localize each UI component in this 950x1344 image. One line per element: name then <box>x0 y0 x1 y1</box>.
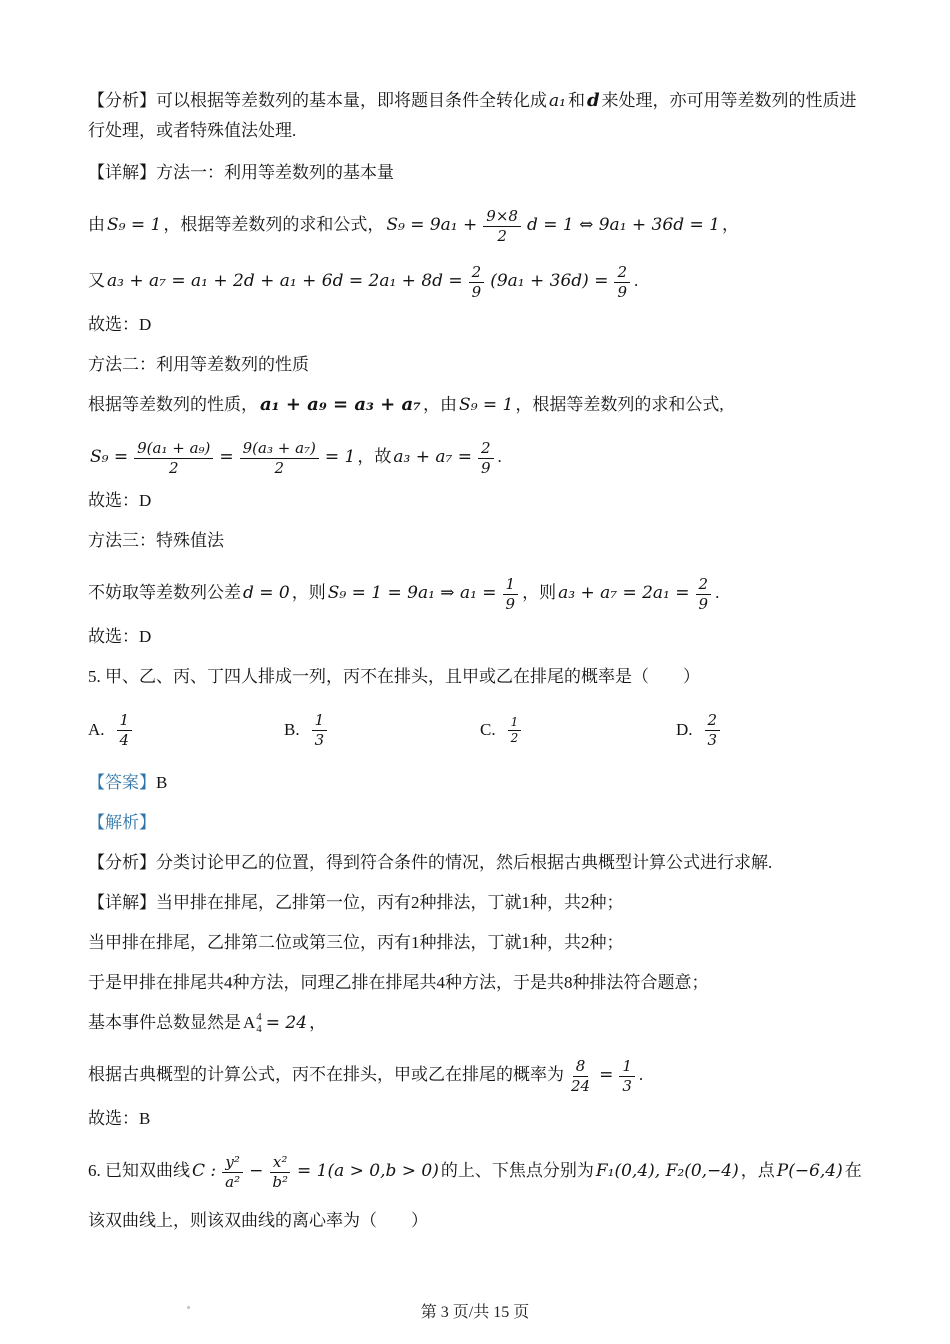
analysis-section-label <box>88 810 866 836</box>
fraction-denominator: 2 <box>168 458 179 477</box>
answer-choice-line <box>88 488 866 514</box>
fraction-denominator: 24 <box>571 1076 591 1095</box>
option-label: A. <box>88 720 105 739</box>
fraction-numerator: 2 <box>614 263 630 283</box>
fraction-2-9 <box>614 263 630 302</box>
text: ， <box>721 215 739 234</box>
analysis-label: 【分析】 <box>88 853 156 872</box>
text: 不妨取等差数列公差 <box>88 583 241 602</box>
fraction-numerator: x² <box>270 1153 290 1173</box>
option-c <box>480 715 676 746</box>
answer-choice-line <box>88 624 866 650</box>
fraction-denominator: 9 <box>617 282 628 301</box>
analysis-text: 来处理，亦可用等差数列的性质进行处理，或者特殊值法处理. <box>88 91 857 140</box>
math-property-bold: a₁ + a₉ = a₃ + a₇ <box>260 394 422 415</box>
text: ，则 <box>522 583 557 602</box>
question-5-stem <box>88 664 866 690</box>
question-6-stem <box>88 1146 866 1246</box>
formula-line-probability <box>88 1050 866 1100</box>
detail-text: 当甲排在排尾，乙排第一位，丙有2种排法，丁就1种，共2种； <box>156 893 624 912</box>
method2-title: 方法二：利用等差数列的性质 <box>88 355 309 374</box>
chosen-answer: 故选：B <box>88 1109 151 1128</box>
fraction-2-9 <box>469 263 485 302</box>
fraction-denominator: 9 <box>505 594 516 613</box>
analysis-paragraph-q4 <box>88 86 866 146</box>
answer-line-q5 <box>88 770 866 796</box>
detail-line-2 <box>88 930 866 956</box>
chosen-answer: 故选：D <box>88 627 152 646</box>
permutation-base: A <box>243 1013 256 1032</box>
text: . <box>638 1065 644 1084</box>
analysis-paragraph-q5 <box>88 850 866 876</box>
math-eq-24: = 24 <box>265 1013 308 1033</box>
math-equivalence: d = 1 ⇔ 9a₁ + 36d = 1 <box>526 215 720 235</box>
formula-line-permutation <box>88 1010 866 1036</box>
answer-choice-line <box>88 312 866 338</box>
fraction-2-9 <box>696 575 712 614</box>
question-text: 5. 甲、乙、丙、丁四人排成一列，丙不在排头，且甲或乙在排尾的概率是（ ） <box>88 667 700 686</box>
text: ，故 <box>357 447 392 466</box>
text: 又 <box>88 271 105 290</box>
math-s9-eq-1: S₉ = 1 <box>459 395 514 415</box>
math-eq-1: = 1 <box>324 447 356 467</box>
fraction-numerator: 2 <box>696 575 712 595</box>
property-line <box>88 392 866 418</box>
permutation-subscript: 4 <box>256 1023 262 1035</box>
detail-line-3 <box>88 970 866 996</box>
fraction-1-3 <box>619 1057 635 1096</box>
chosen-answer: 故选：D <box>88 315 152 334</box>
fraction-denominator: 3 <box>314 730 325 749</box>
detail-method1-heading <box>88 160 866 186</box>
analysis-text: 分类讨论甲乙的位置，得到符合条件的情况，然后根据古典概型计算公式进行求解. <box>156 853 773 872</box>
math-permutation-A44 <box>243 1010 262 1036</box>
math-s9-eq-1: S₉ = 1 <box>107 215 162 235</box>
option-d <box>676 711 866 750</box>
method2-heading <box>88 352 866 378</box>
fraction-denominator: a² <box>225 1172 241 1191</box>
math-sum-formula: S₉ = 9a₁ + <box>386 215 478 235</box>
fraction-numerator: 9(a₁ + a₉) <box>134 439 213 459</box>
fraction-numerator: 1 <box>619 1057 635 1077</box>
fraction-numerator: 1 <box>117 711 133 731</box>
answer-choice-line <box>88 1106 866 1132</box>
fraction-9a3a7-over-2 <box>240 439 319 478</box>
fraction-denominator: 2 <box>497 226 507 245</box>
method1-title: 方法一：利用等差数列的基本量 <box>156 163 394 182</box>
question-text: ，点 <box>740 1161 775 1180</box>
fraction-1-4 <box>117 711 133 750</box>
detail-text: 当甲排在排尾，乙排第二位或第三位，丙有1种排法，丁就1种，共2种； <box>88 933 624 952</box>
math-minus: − <box>249 1161 264 1181</box>
math-a1: a₁ <box>549 91 566 111</box>
chosen-answer: 故选：D <box>88 491 152 510</box>
footer-page-number: 第 3 页/共 15 页 <box>420 1304 530 1321</box>
math-a3-a7-2a1: a₃ + a₇ = 2a₁ = <box>558 583 690 603</box>
text: . <box>497 447 502 466</box>
text: ，由 <box>423 395 458 414</box>
text: . <box>715 583 720 602</box>
fraction-numerator: y² <box>222 1153 243 1173</box>
text: 由 <box>88 215 105 234</box>
fraction-denominator: b² <box>272 1172 288 1191</box>
text: 根据等差数列的性质， <box>88 395 258 414</box>
text: 基本事件总数显然是 <box>88 1013 241 1032</box>
fraction-numerator: 1 <box>508 715 522 731</box>
fraction-denominator: 4 <box>119 730 130 749</box>
fraction-9a1a9-over-2 <box>134 439 213 478</box>
fraction-numerator: 1 <box>312 711 328 731</box>
math-a3-a7: a₃ + a₇ = <box>393 447 472 467</box>
analysis-label: 【分析】 <box>88 91 156 110</box>
fraction-denominator: 2 <box>274 458 285 477</box>
math-paren-term: (9a₁ + 36d) = <box>490 271 609 291</box>
fraction-numerator: 9×8 <box>483 207 521 227</box>
math-constraints: = 1(a > 0,b > 0) <box>296 1161 439 1181</box>
text: 根据古典概型的计算公式，丙不在排头，甲或乙在排尾的概率为 <box>88 1065 564 1084</box>
math-d-eq-0: d = 0 <box>243 583 290 603</box>
formula-line-method3 <box>88 568 866 618</box>
fraction-2-9 <box>478 439 494 478</box>
fraction-1-9 <box>503 575 519 614</box>
option-b <box>284 711 480 750</box>
option-label: B. <box>284 720 300 739</box>
detail-label: 【详解】 <box>88 893 156 912</box>
option-label: C. <box>480 720 496 739</box>
fraction-denominator: 2 <box>510 730 519 745</box>
options-row-q5 <box>88 704 866 756</box>
answer-label: 【答案】 <box>88 773 156 792</box>
math-s9-implies: S₉ = 1 = 9a₁ ⇒ a₁ = <box>327 583 497 603</box>
fraction-numerator: 8 <box>573 1057 589 1077</box>
math-equals: = <box>599 1065 614 1085</box>
formula-line-a3-a7 <box>88 256 866 306</box>
analysis-text: 和 <box>567 91 585 110</box>
fraction-numerator: 2 <box>705 711 721 731</box>
fraction-1-3 <box>312 711 328 750</box>
text: ，根据等差数列的求和公式, <box>515 395 724 414</box>
math-a3-plus-a7: a₃ + a₇ = a₁ + 2d + a₁ + 6d = 2a₁ + 8d = <box>107 271 463 291</box>
math-point-P: P(−6,4) <box>776 1161 843 1181</box>
option-a <box>88 711 284 750</box>
fraction-numerator: 2 <box>478 439 494 459</box>
answer-value: B <box>156 773 168 792</box>
fraction-denominator: 3 <box>622 1076 632 1095</box>
math-d: d <box>586 90 600 111</box>
detail-line-1 <box>88 890 866 916</box>
fraction-denominator: 9 <box>480 458 491 477</box>
formula-line-method2 <box>88 432 866 482</box>
fraction-8-24 <box>568 1057 593 1096</box>
analysis-text: 可以根据等差数列的基本量，即将题目条件全转化成 <box>156 91 547 110</box>
detail-text: 于是甲排在排尾共4种方法，同理乙排在排尾共4种方法，于是共8种排法符合题意； <box>88 973 709 992</box>
permutation-superscript: 4 <box>256 1011 262 1023</box>
fraction-2-3 <box>705 711 721 750</box>
option-label: D. <box>676 720 693 739</box>
fraction-numerator: 1 <box>503 575 519 595</box>
fraction-y2-a2 <box>222 1153 243 1192</box>
detail-label: 【详解】 <box>88 163 156 182</box>
fraction-denominator: 9 <box>698 594 709 613</box>
fraction-numerator: 2 <box>469 263 485 283</box>
question-text: 6. 已知双曲线 <box>88 1161 190 1180</box>
fraction-denominator: 9 <box>471 282 482 301</box>
text: . <box>634 271 639 290</box>
analysis-section-label-text: 【解析】 <box>88 813 156 832</box>
question-text: 的上、下焦点分别为 <box>440 1161 594 1180</box>
text: ，则 <box>291 583 326 602</box>
fraction-numerator: 9(a₃ + a₇) <box>240 439 319 459</box>
fraction-1-2 <box>508 715 522 746</box>
fraction-9x8-over-2 <box>483 207 521 246</box>
math-s9: S₉ = <box>90 447 129 467</box>
fraction-x2-b2 <box>269 1153 291 1192</box>
method3-heading <box>88 528 866 554</box>
text: ， <box>309 1013 327 1032</box>
method3-title: 方法三：特殊值法 <box>88 531 224 550</box>
math-equals: = <box>219 447 234 467</box>
text: ，根据等差数列的求和公式， <box>163 215 385 234</box>
question-text: 在该双曲线上，则该双曲线的离心率为（ ） <box>88 1161 862 1230</box>
formula-line-s9-sum <box>88 200 866 250</box>
math-foci: F₁(0,4), F₂(0,−4) <box>595 1161 739 1181</box>
math-hyperbola-C: C : <box>192 1161 217 1181</box>
fraction-denominator: 3 <box>707 730 718 749</box>
